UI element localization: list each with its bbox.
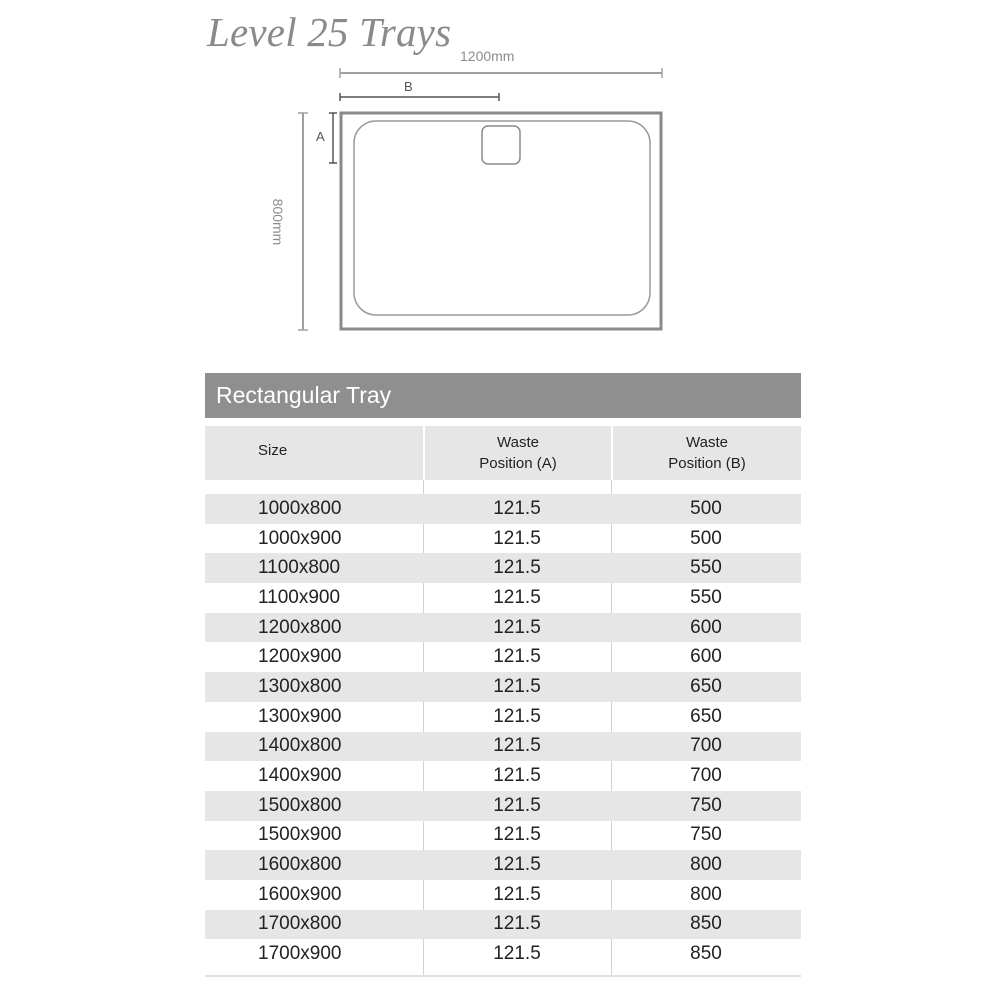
cell-waste-a: 121.5 — [493, 913, 541, 935]
cell-waste-a: 121.5 — [493, 765, 541, 787]
cell-waste-b: 500 — [690, 497, 722, 519]
table-row — [205, 642, 801, 672]
table-row — [205, 821, 801, 851]
table-row — [205, 880, 801, 910]
cell-waste-b: 600 — [690, 616, 722, 638]
tray-table — [205, 426, 801, 969]
cell-waste-b: 850 — [690, 913, 722, 935]
cell-waste-a: 121.5 — [493, 497, 541, 519]
table-row — [205, 494, 801, 524]
cell-waste-b: 600 — [690, 646, 722, 668]
cell-waste-b: 550 — [690, 557, 722, 579]
table-row — [205, 732, 801, 762]
cell-waste-b: 850 — [690, 943, 722, 965]
width-label: 1200mm — [460, 48, 515, 64]
table-header — [205, 426, 801, 480]
header-waste-a: Waste Position (A) — [423, 426, 611, 480]
table-bottom-border — [205, 975, 801, 977]
table-row — [205, 791, 801, 821]
cell-waste-a: 121.5 — [493, 794, 541, 816]
cell-waste-b: 500 — [690, 527, 722, 549]
dim-a-label: A — [316, 129, 325, 144]
table-row — [205, 939, 801, 969]
cell-waste-b: 800 — [690, 883, 722, 905]
table-row — [205, 850, 801, 880]
dim-b-label: B — [404, 79, 413, 94]
cell-waste-a: 121.5 — [493, 646, 541, 668]
height-label: 800mm — [270, 198, 286, 246]
header-size: Size — [258, 442, 288, 459]
cell-size: 1600x800 — [258, 854, 342, 876]
table-row — [205, 672, 801, 702]
table-row — [205, 613, 801, 643]
cell-size: 1000x900 — [258, 527, 342, 549]
cell-waste-a: 121.5 — [493, 705, 541, 727]
cell-size: 1300x800 — [258, 675, 342, 697]
cell-waste-a: 121.5 — [493, 854, 541, 876]
cell-waste-a: 121.5 — [493, 735, 541, 757]
cell-size: 1200x800 — [258, 616, 342, 638]
cell-waste-b: 650 — [690, 705, 722, 727]
cell-waste-b: 550 — [690, 586, 722, 608]
header-waste-b: Waste Position (B) — [611, 426, 801, 480]
cell-waste-a: 121.5 — [493, 527, 541, 549]
table-row — [205, 910, 801, 940]
cell-size: 1500x800 — [258, 794, 342, 816]
table-title: Rectangular Tray — [205, 373, 801, 418]
cell-size: 1000x800 — [258, 497, 342, 519]
cell-size: 1700x900 — [258, 943, 342, 965]
cell-waste-b: 700 — [690, 765, 722, 787]
cell-size: 1200x900 — [258, 646, 342, 668]
cell-waste-a: 121.5 — [493, 883, 541, 905]
waste-outlet — [482, 126, 520, 164]
cell-waste-b: 700 — [690, 735, 722, 757]
cell-size: 1100x900 — [258, 586, 341, 608]
cell-size: 1400x800 — [258, 735, 342, 757]
cell-waste-a: 121.5 — [493, 824, 541, 846]
cell-waste-b: 650 — [690, 675, 722, 697]
table-row — [205, 553, 801, 583]
cell-waste-b: 800 — [690, 854, 722, 876]
cell-size: 1500x900 — [258, 824, 342, 846]
table-row — [205, 702, 801, 732]
table-row — [205, 761, 801, 791]
cell-size: 1600x900 — [258, 883, 342, 905]
cell-waste-b: 750 — [690, 794, 722, 816]
cell-waste-a: 121.5 — [493, 557, 541, 579]
cell-waste-a: 121.5 — [493, 943, 541, 965]
cell-size: 1300x900 — [258, 705, 342, 727]
cell-size: 1700x800 — [258, 913, 342, 935]
table-row — [205, 524, 801, 554]
table-row — [205, 583, 801, 613]
cell-waste-a: 121.5 — [493, 675, 541, 697]
cell-waste-a: 121.5 — [493, 616, 541, 638]
page-title: Level 25 Trays — [207, 9, 452, 55]
cell-waste-b: 750 — [690, 824, 722, 846]
cell-size: 1100x800 — [258, 557, 341, 579]
cell-waste-a: 121.5 — [493, 586, 541, 608]
cell-size: 1400x900 — [258, 765, 342, 787]
